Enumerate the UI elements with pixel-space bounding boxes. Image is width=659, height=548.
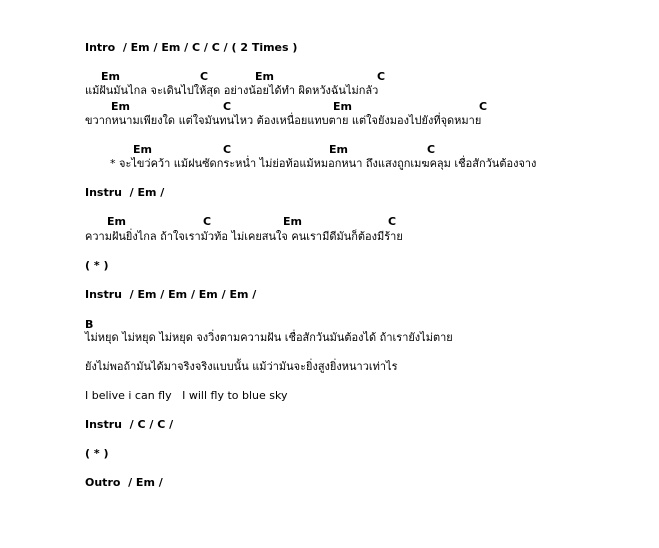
bridge-line-3: I belive i can fly I will fly to blue sky bbox=[85, 389, 288, 402]
chord: Em bbox=[329, 143, 348, 156]
intro-line: Intro / Em / Em / C / C / ( 2 Times ) bbox=[85, 41, 298, 54]
chord: C bbox=[203, 215, 212, 228]
chord: Em bbox=[255, 70, 274, 83]
verse1-chords-a bbox=[0, 70, 659, 84]
chord: Em bbox=[107, 215, 126, 228]
chorus-chords bbox=[0, 143, 659, 157]
verse1-lyric-a: แม้ฝันมันไกล จะเดินไปให้สุด อย่างน้อยได้ทำ ผิดหวังฉันไม่กลัว bbox=[85, 84, 379, 97]
chord: Em bbox=[333, 100, 352, 113]
bridge-label: B bbox=[85, 318, 94, 331]
verse2-chords bbox=[0, 215, 659, 229]
chord: C bbox=[223, 100, 232, 113]
bridge-line-2: ยังไม่พอถ้ามันได้มาจริงจริงแบบนั้น แม้ว่ามันจะยิ่งสูงยิ่งหนาวเท่าไร bbox=[85, 360, 398, 373]
instru-line-3: Instru / C / C / bbox=[85, 418, 174, 431]
chord: C bbox=[223, 143, 232, 156]
chord: C bbox=[200, 70, 209, 83]
repeat-chorus-2: ( * ) bbox=[85, 447, 109, 460]
chord: C bbox=[388, 215, 397, 228]
verse1-chords-b bbox=[0, 100, 659, 114]
verse1-lyric-b: ขวากหนามเพียงใด แต่ใจมันทนไหว ต้องเหนื่อยแทบตาย แต่ใจยังมองไปยังที่จุดหมาย bbox=[85, 114, 482, 127]
chord: Em bbox=[283, 215, 302, 228]
instru-line-2: Instru / Em / Em / Em / Em / bbox=[85, 288, 257, 301]
chord: Em bbox=[133, 143, 152, 156]
chorus-lyric: * จะไขว่คว้า แม้ฝนซัดกระหน่ำ ไม่ย่อท้อแม้หมอกหนา ถึงแสงถูกเมฆคลุม เชื่อสักวันต้องจาง bbox=[110, 157, 537, 170]
instru-line-1: Instru / Em / bbox=[85, 186, 165, 199]
repeat-chorus-1: ( * ) bbox=[85, 259, 109, 272]
bridge-line-1: ไม่หยุด ไม่หยุด ไม่หยุด จงวิ่งตามความฝัน เชื่อสักวันมันต้องได้ ถ้าเรายังไม่ตาย bbox=[85, 331, 453, 344]
outro-line: Outro / Em / bbox=[85, 476, 163, 489]
chord: C bbox=[427, 143, 436, 156]
chord: C bbox=[377, 70, 386, 83]
chord: Em bbox=[111, 100, 130, 113]
verse2-lyric: ความฝันยิ่งไกล ถ้าใจเรามัวท้อ ไม่เคยสนใจ คนเรามีดีมันก็ต้องมีร้าย bbox=[85, 230, 403, 243]
chord: C bbox=[479, 100, 488, 113]
chord: Em bbox=[101, 70, 120, 83]
